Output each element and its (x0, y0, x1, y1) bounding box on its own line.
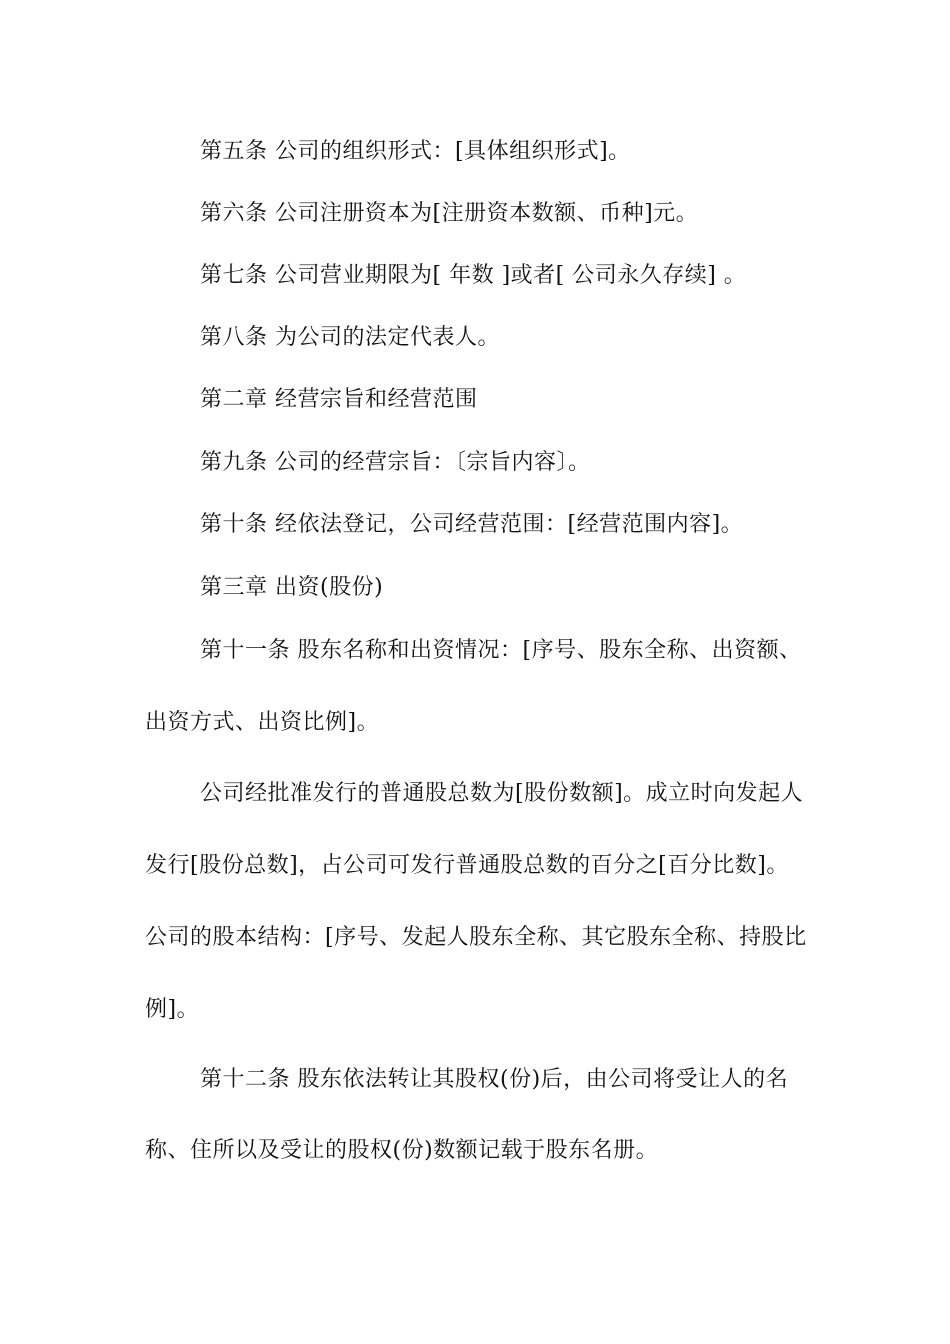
article-11-line-1: 第十一条 股东名称和出资情况：[序号、股东全称、出资额、 (200, 638, 802, 663)
share-paragraph-line-3: 公司的股本结构：[序号、发起人股东全称、其它股东全称、持股比 (145, 925, 807, 950)
share-paragraph-line-1: 公司经批准发行的普通股总数为[股份数额]。成立时向发起人 (200, 781, 804, 806)
article-6: 第六条 公司注册资本为[注册资本数额、币种]元。 (200, 201, 699, 226)
chapter-2-heading: 第二章 经营宗旨和经营范围 (200, 387, 478, 412)
share-paragraph-line-2: 发行[股份总数]，占公司可发行普通股总数的百分之[百分比数]。 (145, 853, 789, 878)
chapter-3-heading: 第三章 出资(股份) (200, 575, 384, 600)
share-paragraph-line-4: 例]。 (145, 997, 200, 1022)
article-10: 第十条 经依法登记，公司经营范围：[经营范围内容]。 (200, 512, 744, 537)
article-8: 第八条 为公司的法定代表人。 (200, 325, 500, 350)
article-7: 第七条 公司营业期限为[ 年数 ]或者[ 公司永久存续] 。 (200, 263, 747, 288)
article-11-line-2: 出资方式、出资比例]。 (145, 710, 380, 735)
article-9: 第九条 公司的经营宗旨：〔宗旨内容〕。 (200, 450, 591, 475)
article-12-line-2: 称、住所以及受让的股权(份)数额记载于股东名册。 (145, 1138, 659, 1163)
article-12-line-1: 第十二条 股东依法转让其股权(份)后，由公司将受让人的名 (200, 1067, 789, 1092)
article-5: 第五条 公司的组织形式：[具体组织形式]。 (200, 139, 631, 164)
